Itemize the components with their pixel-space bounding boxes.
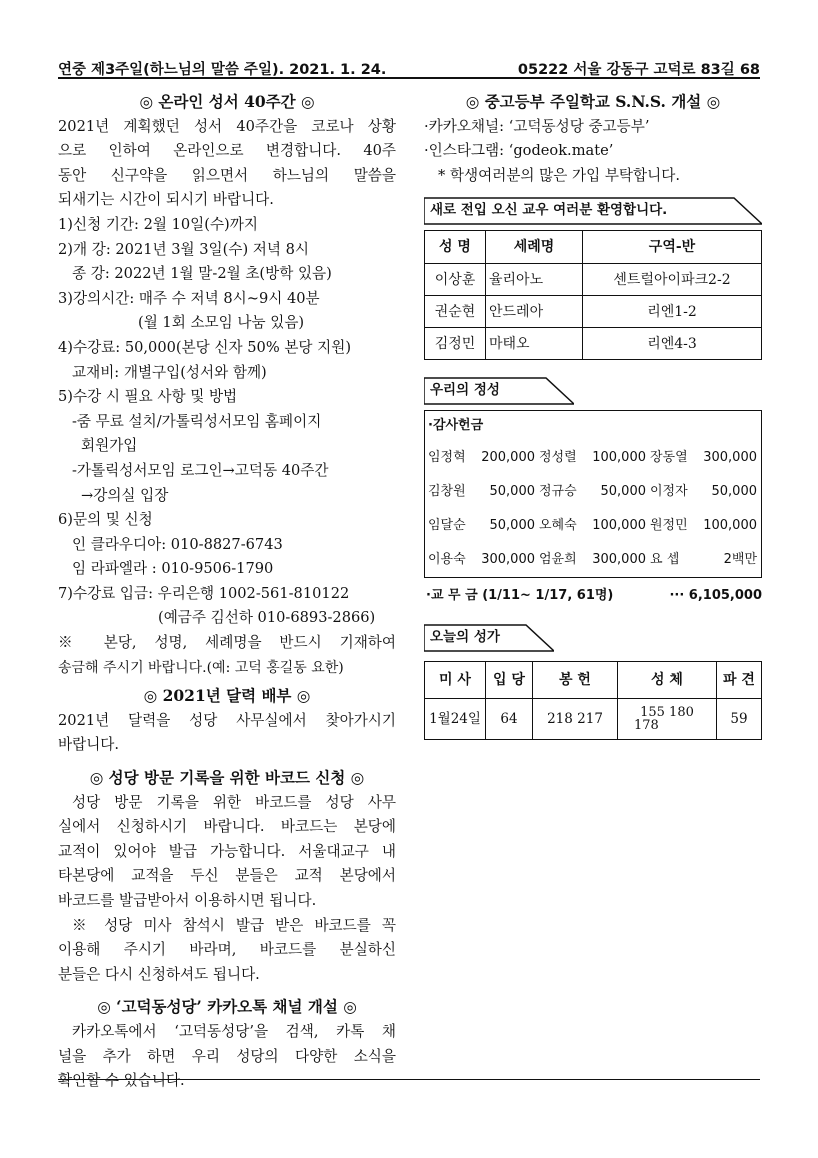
sns-title: ◎ 중고등부 주일학교 S.N.S. 개설 ◎ (465, 92, 721, 111)
donation-amount: 200,000 (481, 450, 535, 466)
barcode-line: 이용해 주시기 바라며, 바코드를 분실하신 (58, 941, 396, 959)
sns-line: ·인스타그램: ‘godeok.mate’ (424, 142, 614, 160)
bible-intro-line: 으로 인하여 온라인으로 변경합니다. 40주 (58, 142, 396, 160)
bible-item: (월 1회 소모임 나눔 있음) (138, 314, 305, 332)
sns-line: * 학생여러분의 많은 가입 부탁합니다. (438, 166, 680, 184)
offering-row (425, 509, 761, 543)
donor-name: 엄윤희 (539, 552, 577, 568)
donation-amount: 50,000 (711, 484, 757, 500)
offerings-title: ·감사헌금 (428, 418, 484, 434)
donation-amount: 100,000 (592, 450, 646, 466)
column-header: 세례명 (486, 231, 583, 264)
donor-name: 정성렬 (539, 450, 577, 466)
barcode-line: 바코드를 발급받아서 이용하시면 됩니다. (58, 892, 317, 909)
bible-item: 7)수강료 입금: 우리은행 1002-561-810122 (58, 584, 350, 602)
donor-name: 장동열 (650, 450, 688, 466)
donor-name: 원정민 (650, 518, 688, 534)
calendar-title: ◎ 2021년 달력 배부 ◎ (143, 686, 311, 706)
column-header: 구역-반 (583, 231, 762, 264)
bible-item: 1)신청 기간: 2월 10일(수)까지 (58, 215, 258, 233)
bible-item: 3)강의시간: 매주 수 저녁 8시~9시 40분 (58, 289, 320, 307)
bible-intro-line: 동안 신구약을 읽으면서 하느님의 말씀을 (58, 166, 396, 184)
bible-item: 임 라파엘라 : 010-9506-1790 (72, 560, 274, 578)
stats-banner-label: 오늘의 성가 (430, 628, 500, 645)
bible-note-line: 송금해 주시기 바랍니다.(예: 고덕 홍길동 요한) (58, 659, 344, 676)
column-header: 성 체 (618, 661, 717, 698)
barcode-line: 분들은 다시 신청하셔도 됩니다. (58, 965, 260, 983)
mass-date-cell: 1월24일 (425, 698, 486, 739)
bulletin-date: 연중 제3주일(하느님의 말씀 주일). 2021. 1. 24. (58, 62, 387, 78)
offerings-banner (424, 376, 762, 406)
page-header (58, 56, 760, 80)
communion-cell (618, 698, 717, 739)
newcomers-banner-label: 새로 전입 오신 교우 여러분 환영합니다. (430, 202, 668, 219)
calendar-line: 2021년 달력을 성당 사무실에서 찾아가시기 (58, 711, 396, 729)
name-cell: 김정민 (425, 328, 486, 360)
donation-amount: 300,000 (481, 552, 535, 568)
bible-intro-line: 2021년 계획했던 성서 40주간을 코로나 상황 (58, 117, 396, 135)
donation-amount: 2백만 (723, 552, 757, 568)
kakao-line: 널을 추가 하면 우리 성당의 다양한 소식을 (58, 1047, 396, 1065)
bible-item: (예금주 김선하 010-6893-2866) (158, 609, 376, 627)
donation-amount: 50,000 (489, 518, 535, 534)
donor-name: 이정자 (650, 484, 688, 500)
offering-row (425, 475, 761, 509)
offerings-box (424, 410, 762, 578)
name-cell: 권순현 (425, 296, 486, 328)
district-cell: 리엔4-3 (583, 328, 762, 360)
right-column (424, 90, 762, 740)
communion-value: 178 (634, 717, 659, 733)
header-rule (58, 77, 760, 79)
offertory-cell: 218 217 (533, 698, 618, 739)
name-cell: 이상훈 (425, 264, 486, 296)
table-header-row (425, 661, 762, 698)
barcode-line: 교적이 있어야 발급 가능합니다. 서울대교구 내 (58, 842, 396, 860)
table-row (425, 264, 762, 296)
stats-banner (424, 623, 762, 653)
donor-name: 김창원 (428, 484, 466, 500)
bible-item: 2)개 강: 2021년 3월 3일(수) 저녁 8시 (58, 240, 309, 258)
barcode-line: 성당 방문 기록을 위한 바코드를 성당 사무 (72, 793, 396, 811)
donor-name: 정규승 (539, 484, 577, 500)
sns-line: ·카카오채널: ‘고덕동성당 중고등부’ (424, 117, 650, 135)
barcode-line: 타본당에 교적을 두신 분들은 교적 본당에서 (58, 867, 396, 885)
bible-intro-line: 되새기는 시간이 되시기 바랍니다. (58, 191, 274, 209)
donation-amount: 100,000 (703, 518, 757, 534)
mission-fund-label: ·교 무 금 (1/11~ 1/17, 61명) (426, 588, 614, 604)
offerings-banner-label: 우리의 정성 (430, 382, 500, 399)
donation-amount: 300,000 (703, 450, 757, 466)
donor-name: 이용숙 (428, 552, 466, 568)
table-header-row (425, 231, 762, 264)
kakao-line: 확인할 수 있습니다. (58, 1072, 185, 1090)
donor-name: 임정혁 (428, 450, 466, 466)
donor-name: 임달순 (428, 518, 466, 534)
column-header: 파 견 (717, 661, 762, 698)
donor-name: 요 셉 (650, 552, 680, 568)
donation-amount: 50,000 (600, 484, 646, 500)
bible-item: 6)문의 및 신청 (58, 511, 153, 529)
newcomers-table (424, 230, 762, 360)
church-address: 05222 서울 강동구 고덕로 83길 68 (517, 62, 760, 78)
bible-item: 5)수강 시 필요 사항 및 방법 (58, 388, 238, 406)
donor-name: 오혜숙 (539, 518, 577, 534)
bible-item: →강의실 입장 (81, 486, 169, 504)
bible-title: ◎ 온라인 성서 40주간 ◎ (139, 92, 315, 111)
kakao-title: ◎ ‘고덕동성당’ 카카오톡 채널 개설 ◎ (97, 997, 357, 1017)
bible-item: 회원가입 (81, 437, 138, 455)
barcode-line: 실에서 신청하시기 바랍니다. 바코드는 본당에 (58, 818, 396, 836)
attendance-table (424, 661, 762, 740)
kakao-line: 카카오톡에서 ‘고덕동성당’을 검색, 카톡 채 (72, 1022, 396, 1040)
footer-rule (58, 1079, 760, 1080)
bible-item: -줌 무료 설치/가톨릭성서모임 홈페이지 (72, 412, 322, 430)
bible-item: -가톨릭성서모임 로그인→고덕동 40주간 (72, 461, 329, 479)
table-row (425, 328, 762, 360)
donation-amount: 50,000 (489, 484, 535, 500)
calendar-line: 바랍니다. (58, 736, 120, 754)
bible-item: 4)수강료: 50,000(본당 신자 50% 본당 지원) (58, 338, 352, 356)
baptismal-name-cell: 마태오 (486, 328, 583, 360)
donation-amount: 300,000 (592, 552, 646, 568)
dismissal-cell: 59 (717, 698, 762, 739)
baptismal-name-cell: 율리아노 (486, 264, 583, 296)
donation-amount: 100,000 (592, 518, 646, 534)
communion-value: 155 180 (640, 704, 694, 720)
baptismal-name-cell: 안드레아 (486, 296, 583, 328)
bible-note-line: ※ 본당, 성명, 세례명을 반드시 기재하여 (58, 634, 396, 652)
bible-item: 종 강: 2022년 1월 말-2월 초(방학 있음) (72, 265, 332, 283)
barcode-line: ※ 성당 미사 참석시 발급 받은 바코드를 꼭 (72, 916, 396, 934)
mission-fund-amount: ··· 6,105,000 (669, 588, 762, 604)
bible-item: 교재비: 개별구입(성서와 함께) (72, 363, 267, 381)
bible-item: 인 클라우디아: 010-8827-6743 (72, 535, 283, 553)
table-row (425, 296, 762, 328)
district-cell: 리엔1-2 (583, 296, 762, 328)
column-header: 봉 헌 (533, 661, 618, 698)
column-header: 미 사 (425, 661, 486, 698)
offering-row (425, 441, 761, 475)
column-header: 성 명 (425, 231, 486, 264)
district-cell: 센트럴아이파크2-2 (583, 264, 762, 296)
column-header: 입 당 (486, 661, 533, 698)
table-row (425, 698, 762, 739)
newcomers-banner (424, 196, 762, 226)
mission-fund-line (424, 584, 762, 609)
left-column (58, 90, 396, 1094)
offering-row (425, 543, 761, 577)
entrance-cell: 64 (486, 698, 533, 739)
barcode-title: ◎ 성당 방문 기록을 위한 바코드 신청 ◎ (89, 768, 365, 788)
